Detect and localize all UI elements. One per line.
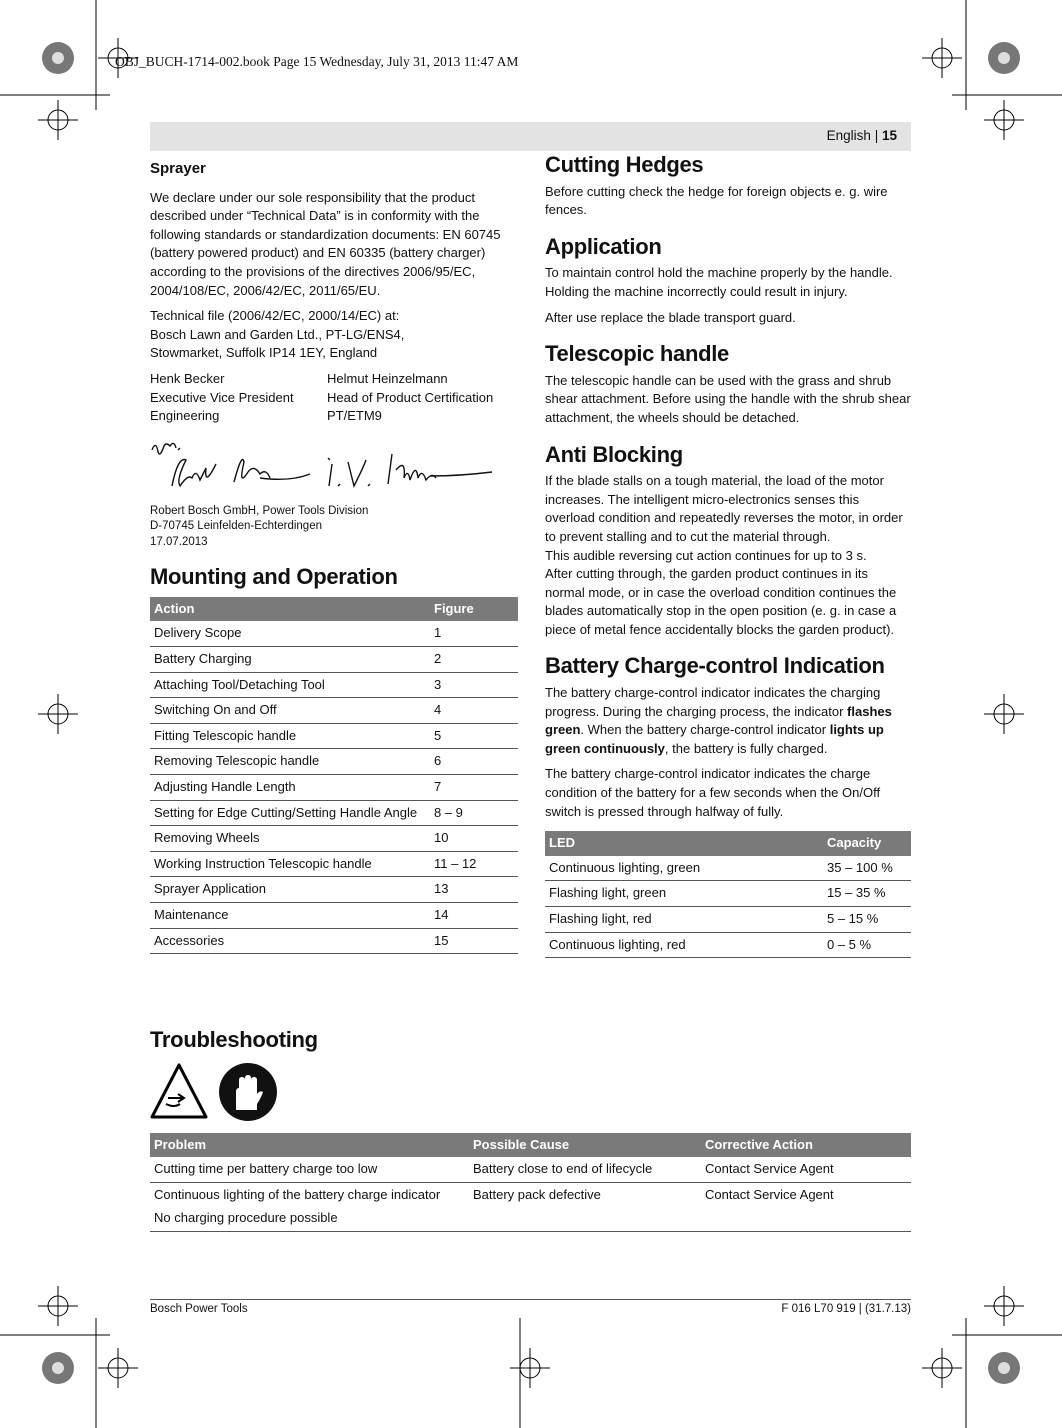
cell-line: No charging procedure possible — [154, 1210, 338, 1226]
column-header: Possible Cause — [469, 1133, 701, 1158]
signer-2 — [327, 370, 493, 426]
tech-file-line: Stowmarket, Suffolk IP14 1EY, England — [150, 345, 378, 361]
tech-file-line: Bosch Lawn and Garden Ltd., PT-LG/ENS4, — [150, 326, 405, 342]
application-text: After use replace the blade transport guard. — [545, 309, 796, 325]
header-separator: | — [874, 128, 879, 143]
page-header — [150, 122, 911, 151]
table-cell: Continuous lighting, green — [545, 856, 823, 881]
mounting-heading: Mounting and Operation — [150, 564, 398, 590]
tech-file-line: Technical file (2006/42/EC, 2000/14/EC) at: — [150, 308, 400, 324]
table-cell: 13 — [430, 877, 518, 903]
table-cell: 3 — [430, 672, 518, 698]
table-cell: Contact Service Agent — [701, 1157, 911, 1182]
declaration-text: We declare under our sole responsibility that the product described under “Technical Data” is in conformity with the following standards or standardization documents: EN 60745 (battery powered product) and EN 60335 (battery charger) according to the provisions of the directives 2006/95/EC, 2004/108/EC, 2006/42/EC, 2011/65/EU. — [150, 189, 501, 298]
table-cell: 5 — [430, 723, 518, 749]
footer-left: Bosch Power Tools — [150, 1303, 248, 1315]
table-cell: 8 – 9 — [430, 800, 518, 826]
table-row — [150, 621, 518, 646]
table-row — [150, 698, 518, 724]
left-column — [150, 160, 518, 954]
safety-icons — [150, 1062, 911, 1122]
text-run: The battery charge-control indicator indicates the charging progress. During the charging process, the indicator — [545, 685, 881, 719]
table-cell: Flashing light, green — [545, 881, 823, 907]
telescopic-heading: Telescopic handle — [545, 341, 729, 367]
table-row — [545, 881, 911, 907]
table-cell: Delivery Scope — [150, 621, 430, 646]
table-cell: 35 – 100 % — [823, 856, 911, 881]
table-row — [545, 856, 911, 881]
column-header: Problem — [150, 1133, 469, 1158]
table-cell: 11 – 12 — [430, 851, 518, 877]
table-row — [150, 723, 518, 749]
led-table — [545, 831, 911, 958]
signer-1 — [150, 370, 327, 426]
table-cell: Removing Telescopic handle — [150, 749, 430, 775]
table-cell — [150, 1182, 469, 1231]
column-header: Corrective Action — [701, 1133, 911, 1158]
troubleshooting-heading: Troubleshooting — [150, 1027, 318, 1052]
table-cell: 6 — [430, 749, 518, 775]
text-run-bold: lights up green continuously — [545, 722, 884, 756]
antiblocking-text: This audible reversing cut action continues for up to 3 s. — [545, 547, 867, 563]
table-row — [150, 800, 518, 826]
application-heading: Application — [545, 233, 662, 259]
table-cell: Adjusting Handle Length — [150, 774, 430, 800]
table-cell: 10 — [430, 826, 518, 852]
antiblocking-text: If the blade stalls on a tough material, the load of the motor increases. The intelligent micro-electronics senses this overload condition and repeatedly reverses the motor, in order to prevent stalling and to cut the material through. — [545, 473, 903, 544]
table-cell: Removing Wheels — [150, 826, 430, 852]
antiblocking-heading: Anti Blocking — [545, 441, 683, 467]
table-cell: Flashing light, red — [545, 907, 823, 933]
text-run: . When the battery charge-control indicator — [580, 722, 830, 738]
column-header: Action — [150, 597, 430, 622]
table-row — [150, 877, 518, 903]
declaration-date: 17.07.2013 — [150, 535, 208, 548]
column-header: Figure — [430, 597, 518, 622]
table-cell: 5 – 15 % — [823, 907, 911, 933]
table-cell: Working Instruction Telescopic handle — [150, 851, 430, 877]
antiblocking-text: After cutting through, the garden product continues in its normal mode, or in case the overload condition continues the blades automatically stop in the open position (e. g. in case a piece of metal fence accidentally blocks the garden product). — [545, 566, 897, 637]
cutting-heading: Cutting Hedges — [545, 152, 704, 177]
table-cell: Battery pack defective — [469, 1182, 701, 1231]
table-row — [545, 907, 911, 933]
company-name: Robert Bosch GmbH, Power Tools Division — [150, 504, 369, 517]
table-row — [150, 672, 518, 698]
table-cell: Attaching Tool/Detaching Tool — [150, 672, 430, 698]
table-cell: Fitting Telescopic handle — [150, 723, 430, 749]
signer-name: Helmut Heinzelmann — [327, 370, 448, 386]
application-text: To maintain control hold the machine properly by the handle. Holding the machine incorrectly could result in injury. — [545, 265, 893, 299]
table-cell: 14 — [430, 902, 518, 928]
signer-name: Henk Becker — [150, 370, 225, 386]
telescopic-text: The telescopic handle can be used with the grass and shrub shear attachment. Before using the handle with the shrub shear attachment, the wheels should be detached. — [545, 372, 911, 425]
signer-dept: Engineering — [150, 408, 220, 424]
table-cell: 2 — [430, 647, 518, 673]
footer-right: F 016 L70 919 | (31.7.13) — [781, 1303, 911, 1315]
page-number: 15 — [881, 128, 897, 143]
table-cell: Sprayer Application — [150, 877, 430, 903]
table-row — [150, 1157, 911, 1182]
table-cell: 15 – 35 % — [823, 881, 911, 907]
print-line: OBJ_BUCH-1714-002.book Page 15 Wednesday, July 31, 2013 11:47 AM — [115, 54, 519, 69]
signature-image — [150, 434, 500, 500]
table-row — [150, 749, 518, 775]
header-language: English — [826, 128, 871, 143]
table-cell: Battery close to end of lifecycle — [469, 1157, 701, 1182]
cell-line: Continuous lighting of the battery charge indicator — [154, 1186, 441, 1202]
table-cell: Battery Charging — [150, 647, 430, 673]
sprayer-heading: Sprayer — [150, 160, 206, 177]
table-cell: Maintenance — [150, 902, 430, 928]
warning-hand-injury-icon — [150, 1062, 208, 1120]
table-row — [150, 1182, 911, 1231]
table-cell: 0 – 5 % — [823, 932, 911, 958]
battery-text: The battery charge-control indicator indicates the charge condition of the battery for a few seconds when the On/Off switch is pressed through halfway of fully. — [545, 766, 881, 819]
table-cell: Accessories — [150, 928, 430, 954]
table-row — [150, 647, 518, 673]
table-row — [150, 774, 518, 800]
signer-dept: PT/ETM9 — [327, 408, 382, 424]
column-header: LED — [545, 831, 823, 856]
table-cell: Switching On and Off — [150, 698, 430, 724]
cutting-text: Before cutting check the hedge for foreign objects e. g. wire fences. — [545, 183, 888, 218]
signers — [150, 370, 518, 426]
table-row — [545, 932, 911, 958]
company-block — [150, 504, 518, 551]
table-cell: Cutting time per battery charge too low — [150, 1157, 469, 1182]
table-row — [150, 851, 518, 877]
table-cell: 7 — [430, 774, 518, 800]
battery-text — [545, 684, 911, 758]
table-row — [150, 928, 518, 954]
page-footer — [150, 1299, 911, 1315]
table-row — [150, 902, 518, 928]
text-run: , the battery is fully charged. — [664, 740, 828, 756]
right-column — [545, 152, 911, 958]
table-cell: 1 — [430, 621, 518, 646]
table-cell: 15 — [430, 928, 518, 954]
table-cell: 4 — [430, 698, 518, 724]
troubleshooting-table — [150, 1133, 911, 1232]
column-header: Capacity — [823, 831, 911, 856]
table-row — [150, 826, 518, 852]
signer-title: Executive Vice President — [150, 389, 294, 405]
table-cell: Continuous lighting, red — [545, 932, 823, 958]
signer-title: Head of Product Certification — [327, 389, 494, 405]
table-cell: Setting for Edge Cutting/Setting Handle Angle — [150, 800, 430, 826]
wear-gloves-icon — [218, 1062, 278, 1122]
table-cell: Contact Service Agent — [701, 1182, 911, 1231]
mounting-table — [150, 597, 518, 954]
text-run-bold: flashes green — [545, 703, 892, 738]
company-address: D-70745 Leinfelden-Echterdingen — [150, 520, 322, 533]
tech-file — [150, 307, 518, 363]
troubleshooting-section — [150, 1027, 911, 1232]
battery-heading: Battery Charge-control Indication — [545, 653, 885, 679]
